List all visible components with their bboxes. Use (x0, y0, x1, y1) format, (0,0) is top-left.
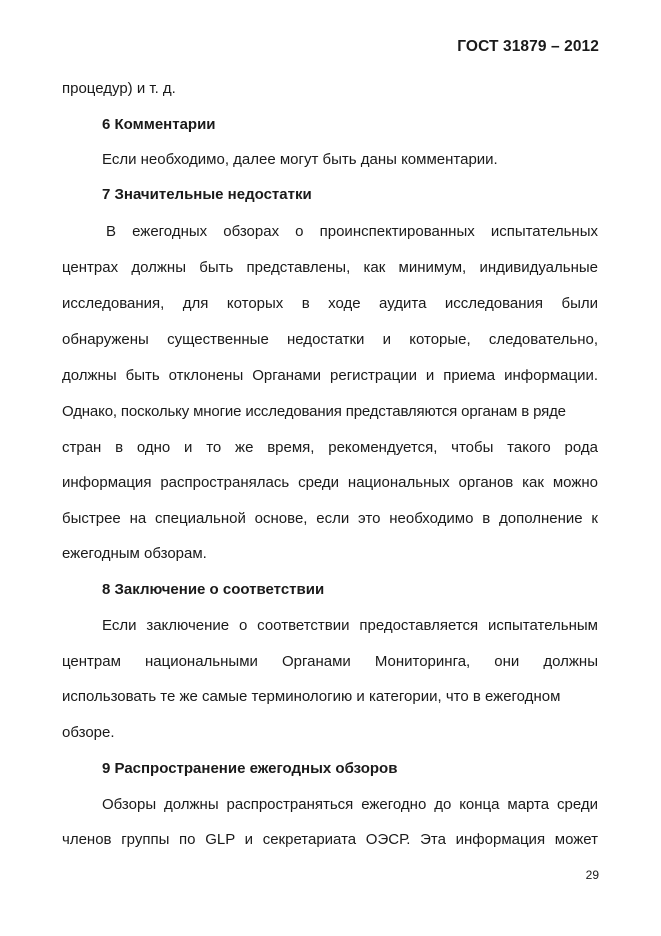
page-number: 29 (585, 868, 599, 882)
text-line: стран в одно и то же время, рекомендуется, чтобы такого рода (62, 439, 598, 456)
section-heading-8: 8 Заключение о соответствии (102, 581, 325, 598)
text-line: Обзоры должны распространяться ежегодно до конца марта среди (102, 796, 598, 813)
text-line: процедур) и т. д. (62, 80, 176, 97)
text-line: членов группы по GLP и секретариата ОЭСР. Эта информация может (62, 831, 598, 848)
text-line: Однако, поскольку многие исследования представляются органам в ряде (62, 403, 566, 420)
text-line: В ежегодных обзорах о проинспектированных испытательных (106, 223, 598, 240)
text-line: обнаружены существенные недостатки и которые, следовательно, (62, 331, 598, 348)
text-line: быстрее на специальной основе, если это необходимо в дополнение к (62, 510, 598, 527)
section-heading-7: 7 Значительные недостатки (102, 186, 312, 203)
text-line: центрам национальными Органами Мониторинга, они должны (62, 653, 598, 670)
text-line: использовать те же самые терминологию и категории, что в ежегодном (62, 688, 561, 705)
document-code: ГОСТ 31879 – 2012 (457, 38, 599, 55)
section-heading-6: 6 Комментарии (102, 116, 216, 133)
text-line: центрах должны быть представлены, как минимум, индивидуальные (62, 259, 598, 276)
text-line: Если заключение о соответствии предоставляется испытательным (102, 617, 598, 634)
section-heading-9: 9 Распространение ежегодных обзоров (102, 760, 398, 777)
text-line: информация распространялась среди национальных органов как можно (62, 474, 598, 491)
text-line: исследования, для которых в ходе аудита исследования были (62, 295, 598, 312)
text-line: должны быть отклонены Органами регистрации и приема информации. (62, 367, 598, 384)
text-line: ежегодным обзорам. (62, 545, 207, 562)
text-line: обзоре. (62, 724, 115, 741)
text-line: Если необходимо, далее могут быть даны комментарии. (102, 151, 498, 168)
